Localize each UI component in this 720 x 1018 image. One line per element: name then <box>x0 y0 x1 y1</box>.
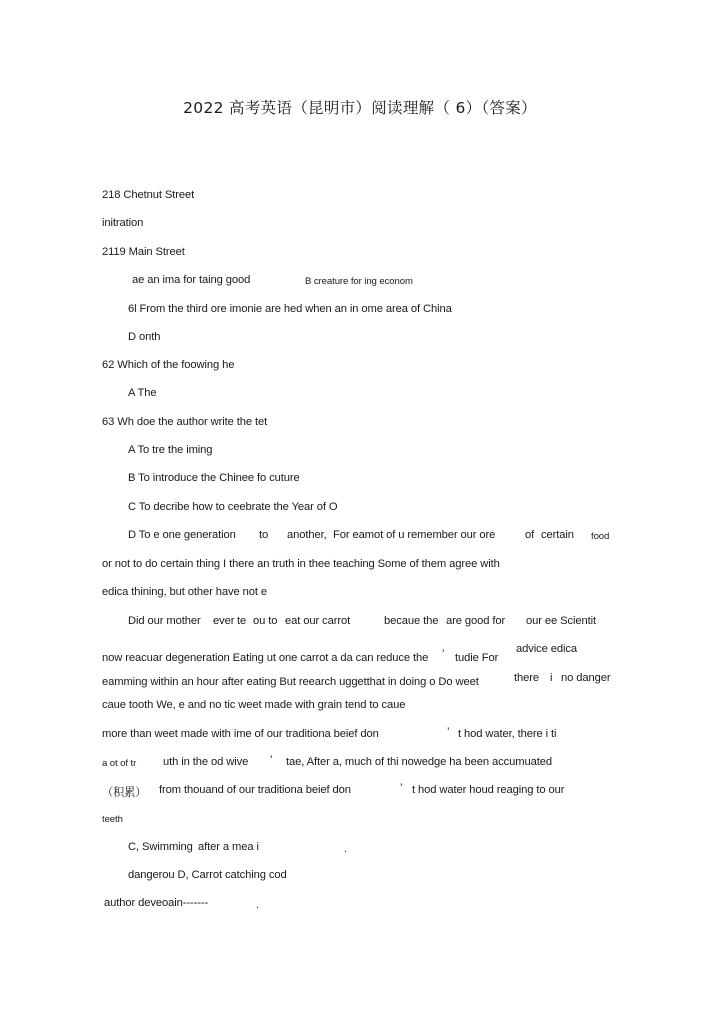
paragraph-line: now reacuar degeneration Eating ut one carrot a da can reduce the <box>102 652 429 664</box>
option-line: D To e one generation <box>128 529 236 541</box>
text-fragment: no danger <box>561 672 611 684</box>
text-fragment: another, <box>287 529 327 541</box>
text-fragment: For eamot of u remember our ore <box>333 529 496 541</box>
text-fragment: te <box>237 615 247 627</box>
text-fragment: ou to <box>253 615 278 627</box>
text-fragment: ’ <box>270 754 273 766</box>
text-fragment: certain <box>541 529 574 541</box>
text-fragment: . <box>256 899 260 911</box>
text-fragment: there <box>514 672 539 684</box>
question-line: 6l From the third ore imonie are hed when an in ome area of China <box>128 303 452 315</box>
option-line: C, Swimming <box>128 841 193 853</box>
option-line: dangerou D, Carrot catching cod <box>128 869 287 881</box>
text-line: initration <box>102 217 144 229</box>
question-line: 62 Which of the foowing he <box>102 359 235 371</box>
option-line: B To introduce the Chinee fo cuture <box>128 472 300 484</box>
text-fragment: our ee Scientit <box>526 615 597 627</box>
text-fragment: after a mea i <box>198 841 259 853</box>
document-title: 2022 高考英语（昆明市）阅读理解（ 6）（答案） <box>183 99 537 117</box>
option-line: A The <box>128 387 157 399</box>
text-fragment: becaue the <box>384 615 439 627</box>
text-fragment: author deveoain------- <box>104 897 209 909</box>
text-fragment: food <box>591 531 610 542</box>
paragraph-line: caue tooth We, e and no tic weet made with grain tend to caue <box>102 699 406 711</box>
text-line: 2119 Main Street <box>102 246 185 258</box>
text-fragment: a ot of tr <box>102 758 137 769</box>
text-fragment: ’ <box>442 648 445 660</box>
text-line: 218 Chetnut Street <box>102 189 195 201</box>
option-line: A To tre the iming <box>128 444 213 456</box>
question-line: 63 Wh doe the author write the tet <box>102 416 268 428</box>
option-line: C To decribe how to ceebrate the Year of O <box>128 501 338 513</box>
text-fragment: are good for <box>446 615 506 627</box>
text-fragment: tudie For <box>455 652 499 664</box>
text-fragment: uth in the od wive <box>163 756 249 768</box>
paragraph-line: or not to do certain thing I there an truth in thee teaching Some of them agree with <box>102 558 500 570</box>
text-fragment: （积累） <box>102 787 147 799</box>
text-fragment: teeth <box>102 814 123 825</box>
paragraph-line: more than weet made with ime of our traditiona beief don <box>102 728 379 740</box>
text-fragment: advice edica <box>516 643 577 655</box>
text-fragment: . <box>344 843 348 855</box>
text-fragment: from thouand of our traditiona beief don <box>159 784 351 796</box>
paragraph-line: Did our mother <box>128 615 201 627</box>
option-line: D onth <box>128 331 161 343</box>
text-fragment: ever <box>213 615 235 627</box>
text-fragment: to <box>259 529 269 541</box>
text-fragment: eat our carrot <box>285 615 351 627</box>
text-fragment: ’ <box>447 726 450 738</box>
text-fragment: t hod water houd reaging to our <box>412 784 565 796</box>
option-line: ae an ima for taing good <box>132 274 251 286</box>
paragraph-line: edica thining, but other have not e <box>102 586 268 598</box>
text-fragment: i <box>550 672 553 684</box>
text-fragment: tae, After a, much of thi nowedge ha been accumuated <box>286 756 552 768</box>
paragraph-line: eamming within an hour after eating But reearch uggetthat in doing o Do weet <box>102 676 479 688</box>
text-fragment: t hod water, there i ti <box>458 728 557 740</box>
text-fragment: of <box>525 529 535 541</box>
text-fragment: ’ <box>400 782 403 794</box>
option-line: B creature for ing econom <box>305 276 413 287</box>
